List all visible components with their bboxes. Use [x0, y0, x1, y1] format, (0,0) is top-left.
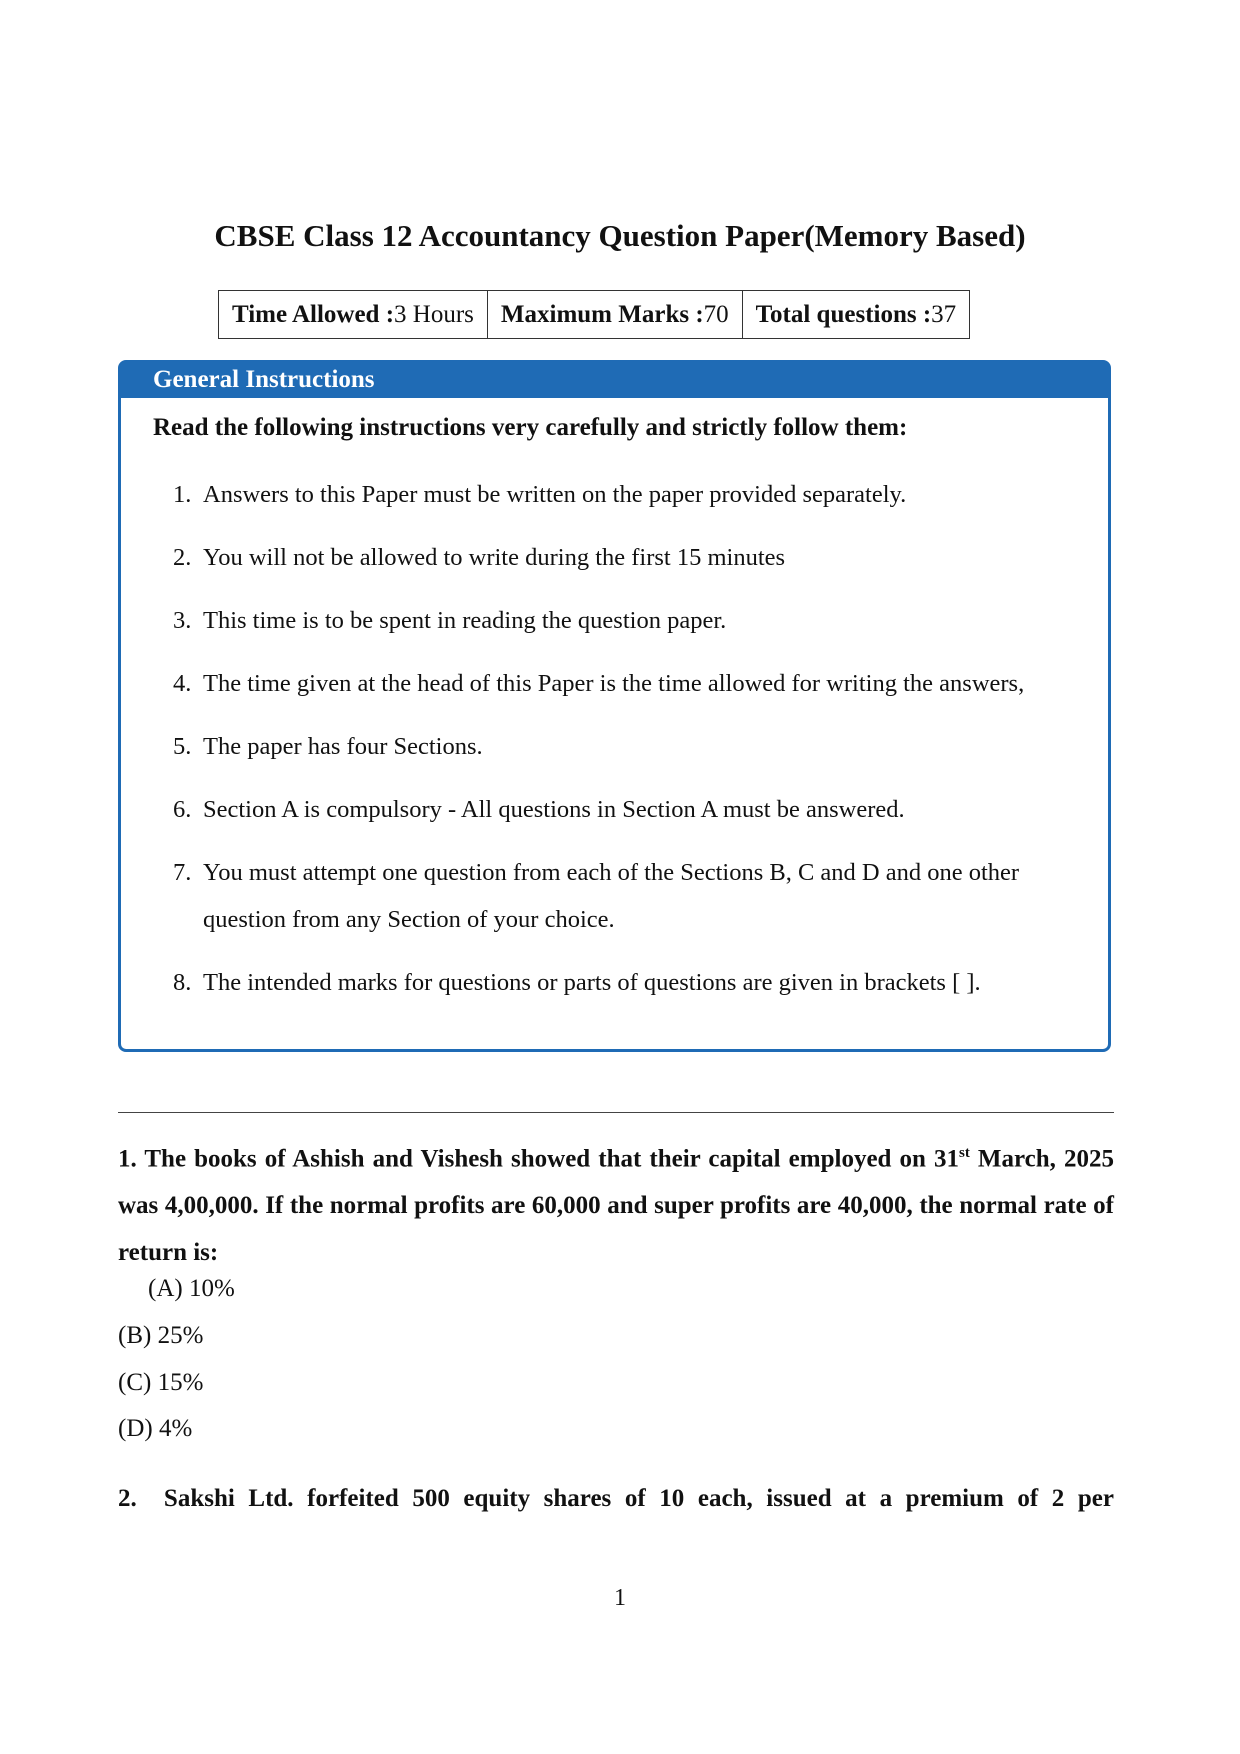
- instruction-item: [173, 597, 1093, 644]
- exam-meta-table: [218, 290, 970, 339]
- question-1-text-b: March, 2025 was 4,00,000. If the normal profits are 60,000 and super profits are 40,000, the normal rate of return is:: [118, 1145, 1114, 1267]
- instruction-number: 1.: [173, 481, 192, 508]
- question-1-number: 1.: [118, 1145, 137, 1173]
- instruction-number: 6.: [173, 796, 192, 823]
- question-2-text: Sakshi Ltd. forfeited 500 equity shares of 10 each, issued at a premium of 2 per: [163, 1485, 1114, 1512]
- general-instructions-box: [118, 360, 1111, 1052]
- question-2-number: 2.: [118, 1485, 137, 1512]
- time-allowed-label: Time Allowed :: [232, 300, 395, 328]
- question-1-text-a: The books of Ashish and Vishesh showed that their capital employed on 31: [144, 1145, 959, 1173]
- total-questions-cell: [742, 291, 970, 339]
- instruction-text: Answers to this Paper must be written on the paper provided separately.: [203, 481, 907, 508]
- total-questions-value: 37: [931, 300, 957, 328]
- instruction-number: 3.: [173, 607, 192, 634]
- instruction-item: [173, 723, 1093, 770]
- instruction-text: Section A is compulsory - All questions in Section A must be answered.: [203, 796, 905, 823]
- instruction-item: [173, 471, 1093, 518]
- instruction-number: 4.: [173, 670, 192, 697]
- instructions-lead: Read the following instructions very carefully and strictly follow them:: [153, 414, 908, 441]
- instruction-number: 8.: [173, 969, 192, 996]
- instruction-item: [173, 534, 1093, 581]
- page-number: 1: [614, 1585, 626, 1611]
- instruction-text: The intended marks for questions or parts of questions are given in brackets [ ].: [203, 969, 981, 996]
- instruction-text: You must attempt one question from each of the Sections B, C and D and one other question from any Section of your choice.: [203, 859, 1020, 933]
- instruction-item: [173, 849, 1093, 943]
- instruction-text: You will not be allowed to write during the first 15 minutes: [203, 544, 786, 571]
- time-allowed-value: 3 Hours: [394, 300, 474, 328]
- instruction-number: 2.: [173, 544, 192, 571]
- instruction-item: [173, 959, 1093, 1006]
- time-allowed-cell: [219, 291, 488, 339]
- question-1-option-a: (A) 10%: [148, 1275, 235, 1302]
- section-divider: [118, 1112, 1114, 1113]
- question-1-superscript: st: [959, 1145, 970, 1161]
- question-1: [118, 1130, 1114, 1276]
- question-1-option-b: (B) 25%: [118, 1322, 204, 1349]
- instruction-item: [173, 660, 1093, 707]
- maximum-marks-label: Maximum Marks :: [500, 300, 704, 328]
- instruction-text: This time is to be spent in reading the question paper.: [203, 607, 727, 634]
- general-instructions-header: General Instructions: [120, 362, 1109, 398]
- instruction-item: [173, 786, 1093, 833]
- instruction-number: 7.: [173, 859, 192, 886]
- maximum-marks-cell: [487, 291, 742, 339]
- page-title: CBSE Class 12 Accountancy Question Paper(Memory Based): [214, 218, 1026, 253]
- maximum-marks-value: 70: [703, 300, 729, 328]
- total-questions-label: Total questions :: [755, 300, 932, 328]
- instruction-text: The time given at the head of this Paper is the time allowed for writing the answers,: [203, 670, 1025, 697]
- question-2: [118, 1485, 1114, 1513]
- question-1-option-d: (D) 4%: [118, 1415, 193, 1442]
- instruction-text: The paper has four Sections.: [203, 733, 483, 760]
- question-1-option-c: (C) 15%: [118, 1369, 204, 1396]
- instruction-number: 5.: [173, 733, 192, 760]
- instructions-list: [173, 471, 1093, 1022]
